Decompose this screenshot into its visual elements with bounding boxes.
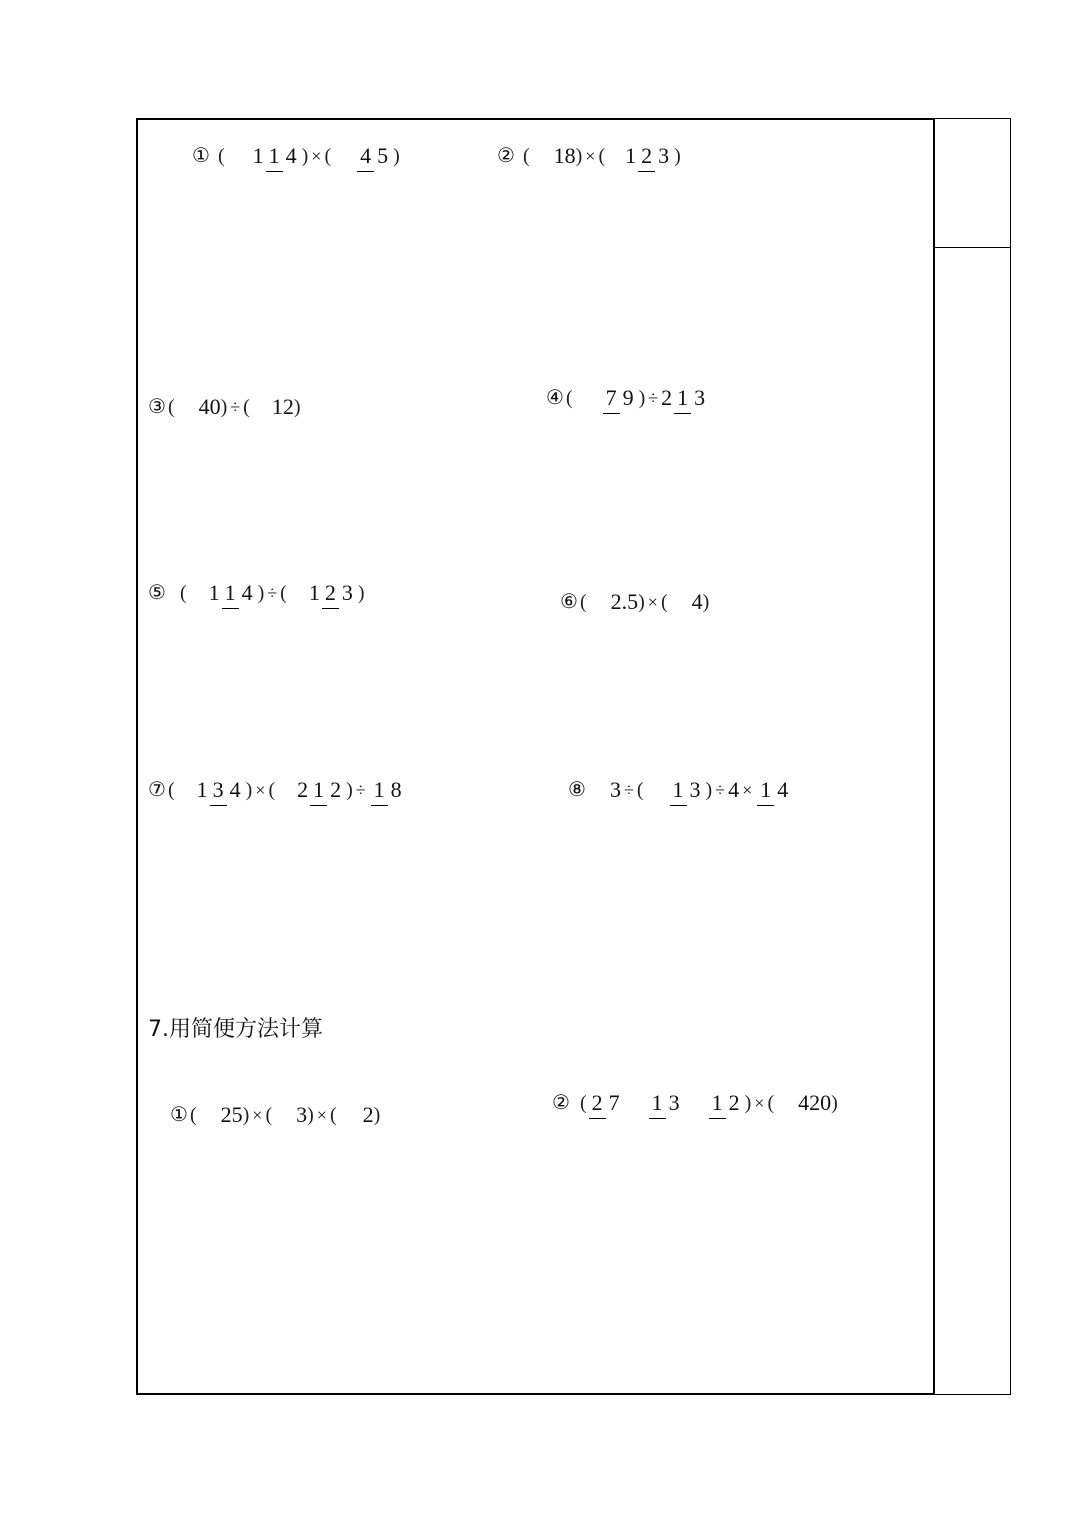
operator: ×	[742, 780, 753, 800]
close-paren: )	[705, 779, 713, 801]
problem-3	[148, 396, 301, 418]
problem-6	[560, 591, 709, 613]
fraction: 1 8	[371, 779, 405, 801]
close-paren: )	[220, 396, 228, 418]
open-paren: (	[565, 387, 573, 409]
close-paren: )	[575, 145, 583, 167]
open-paren: (	[329, 1104, 337, 1126]
fraction: 1 4	[222, 582, 256, 604]
side-cell-top	[935, 118, 1011, 248]
problem-marker: ⑦	[148, 779, 166, 801]
close-paren: )	[242, 1104, 250, 1126]
fraction: 1 4	[757, 779, 791, 801]
close-paren: )	[373, 1104, 381, 1126]
open-paren: (	[660, 591, 668, 613]
close-paren: )	[293, 396, 301, 418]
fraction: 1 4	[266, 145, 300, 167]
worksheet-frame	[136, 118, 935, 1395]
number: 4	[691, 589, 703, 614]
open-paren: (	[243, 396, 250, 418]
number: 4	[728, 777, 740, 802]
number: 420	[798, 1090, 832, 1115]
fraction: 1 3	[670, 779, 704, 801]
close-paren: )	[393, 145, 400, 167]
problem-1	[192, 145, 400, 167]
open-paren: (	[167, 396, 175, 418]
close-paren: )	[702, 591, 710, 613]
fraction: 2 3	[322, 582, 356, 604]
problem-2	[497, 145, 681, 167]
fraction: 7 9	[603, 387, 637, 409]
fraction: 3 4	[210, 779, 244, 801]
operator: ÷	[648, 388, 659, 408]
operator: ×	[754, 1093, 765, 1113]
close-paren: )	[744, 1092, 752, 1114]
open-paren: (	[324, 145, 332, 167]
close-paren: )	[301, 145, 309, 167]
open-paren: (	[522, 145, 530, 167]
number: 3	[296, 1102, 308, 1127]
fraction: 4 5	[357, 145, 391, 167]
operator: ×	[316, 1105, 327, 1125]
operator: ×	[255, 780, 266, 800]
operator: ÷	[715, 780, 726, 800]
close-paren: )	[638, 387, 646, 409]
operator: ×	[252, 1105, 263, 1125]
open-paren: (	[265, 1104, 273, 1126]
open-paren: (	[598, 145, 606, 167]
number: 3	[609, 777, 621, 802]
section7-problem-2	[552, 1092, 838, 1114]
close-paren: )	[638, 591, 645, 613]
problem-marker: ①	[170, 1104, 188, 1126]
open-paren: (	[217, 145, 225, 167]
fraction: 2 3	[638, 145, 672, 167]
close-paren: )	[674, 145, 681, 167]
whole-part: 1	[625, 143, 637, 168]
open-paren: (	[767, 1092, 775, 1114]
fraction: 2 7	[589, 1092, 623, 1114]
open-paren: (	[167, 779, 175, 801]
fraction: 1 2	[709, 1092, 743, 1114]
section-heading: 7.用简便方法计算	[148, 1017, 323, 1042]
close-paren: )	[357, 582, 365, 604]
operator: ÷	[230, 397, 241, 417]
open-paren: (	[268, 779, 276, 801]
close-paren: )	[307, 1104, 314, 1126]
whole-part: 1	[252, 143, 264, 168]
problem-marker: ②	[552, 1092, 570, 1114]
whole-part: 2	[661, 385, 673, 410]
problem-marker: ⑤	[148, 582, 166, 604]
problem-7	[148, 779, 407, 801]
open-paren: (	[636, 779, 644, 801]
close-paren: )	[257, 582, 265, 604]
fraction: 1 3	[674, 387, 708, 409]
open-paren: (	[579, 1092, 587, 1114]
side-cell-bottom	[935, 247, 1011, 1395]
problem-8	[568, 779, 793, 801]
number: 2	[362, 1102, 374, 1127]
problem-marker: ⑧	[568, 779, 586, 801]
number: 25	[220, 1102, 243, 1127]
operator: ×	[647, 592, 658, 612]
open-paren: (	[179, 582, 187, 604]
problem-marker: ①	[192, 145, 210, 167]
problem-4	[546, 387, 710, 409]
whole-part: 2	[297, 777, 309, 802]
operator: ×	[585, 146, 596, 166]
problem-marker: ③	[148, 396, 166, 418]
problem-marker: ④	[546, 387, 564, 409]
problem-marker: ②	[497, 145, 515, 167]
open-paren: (	[280, 582, 287, 604]
number: 12	[271, 394, 294, 419]
operator: ×	[311, 146, 322, 166]
operator: ÷	[267, 583, 278, 603]
number: 18	[553, 143, 576, 168]
fraction: 1 3	[649, 1092, 683, 1114]
number: 2.5	[610, 589, 639, 614]
operator: ÷	[355, 780, 366, 800]
section7-problem-1	[170, 1104, 380, 1126]
open-paren: (	[189, 1104, 197, 1126]
problem-5	[148, 582, 365, 604]
whole-part: 1	[196, 777, 208, 802]
number: 40	[198, 394, 221, 419]
whole-part: 1	[308, 580, 320, 605]
fraction: 1 2	[310, 779, 344, 801]
close-paren: )	[245, 779, 253, 801]
open-paren: (	[579, 591, 587, 613]
close-paren: )	[346, 779, 353, 801]
problem-marker: ⑥	[560, 591, 578, 613]
whole-part: 1	[208, 580, 220, 605]
operator: ÷	[623, 780, 634, 800]
close-paren: )	[831, 1092, 838, 1114]
